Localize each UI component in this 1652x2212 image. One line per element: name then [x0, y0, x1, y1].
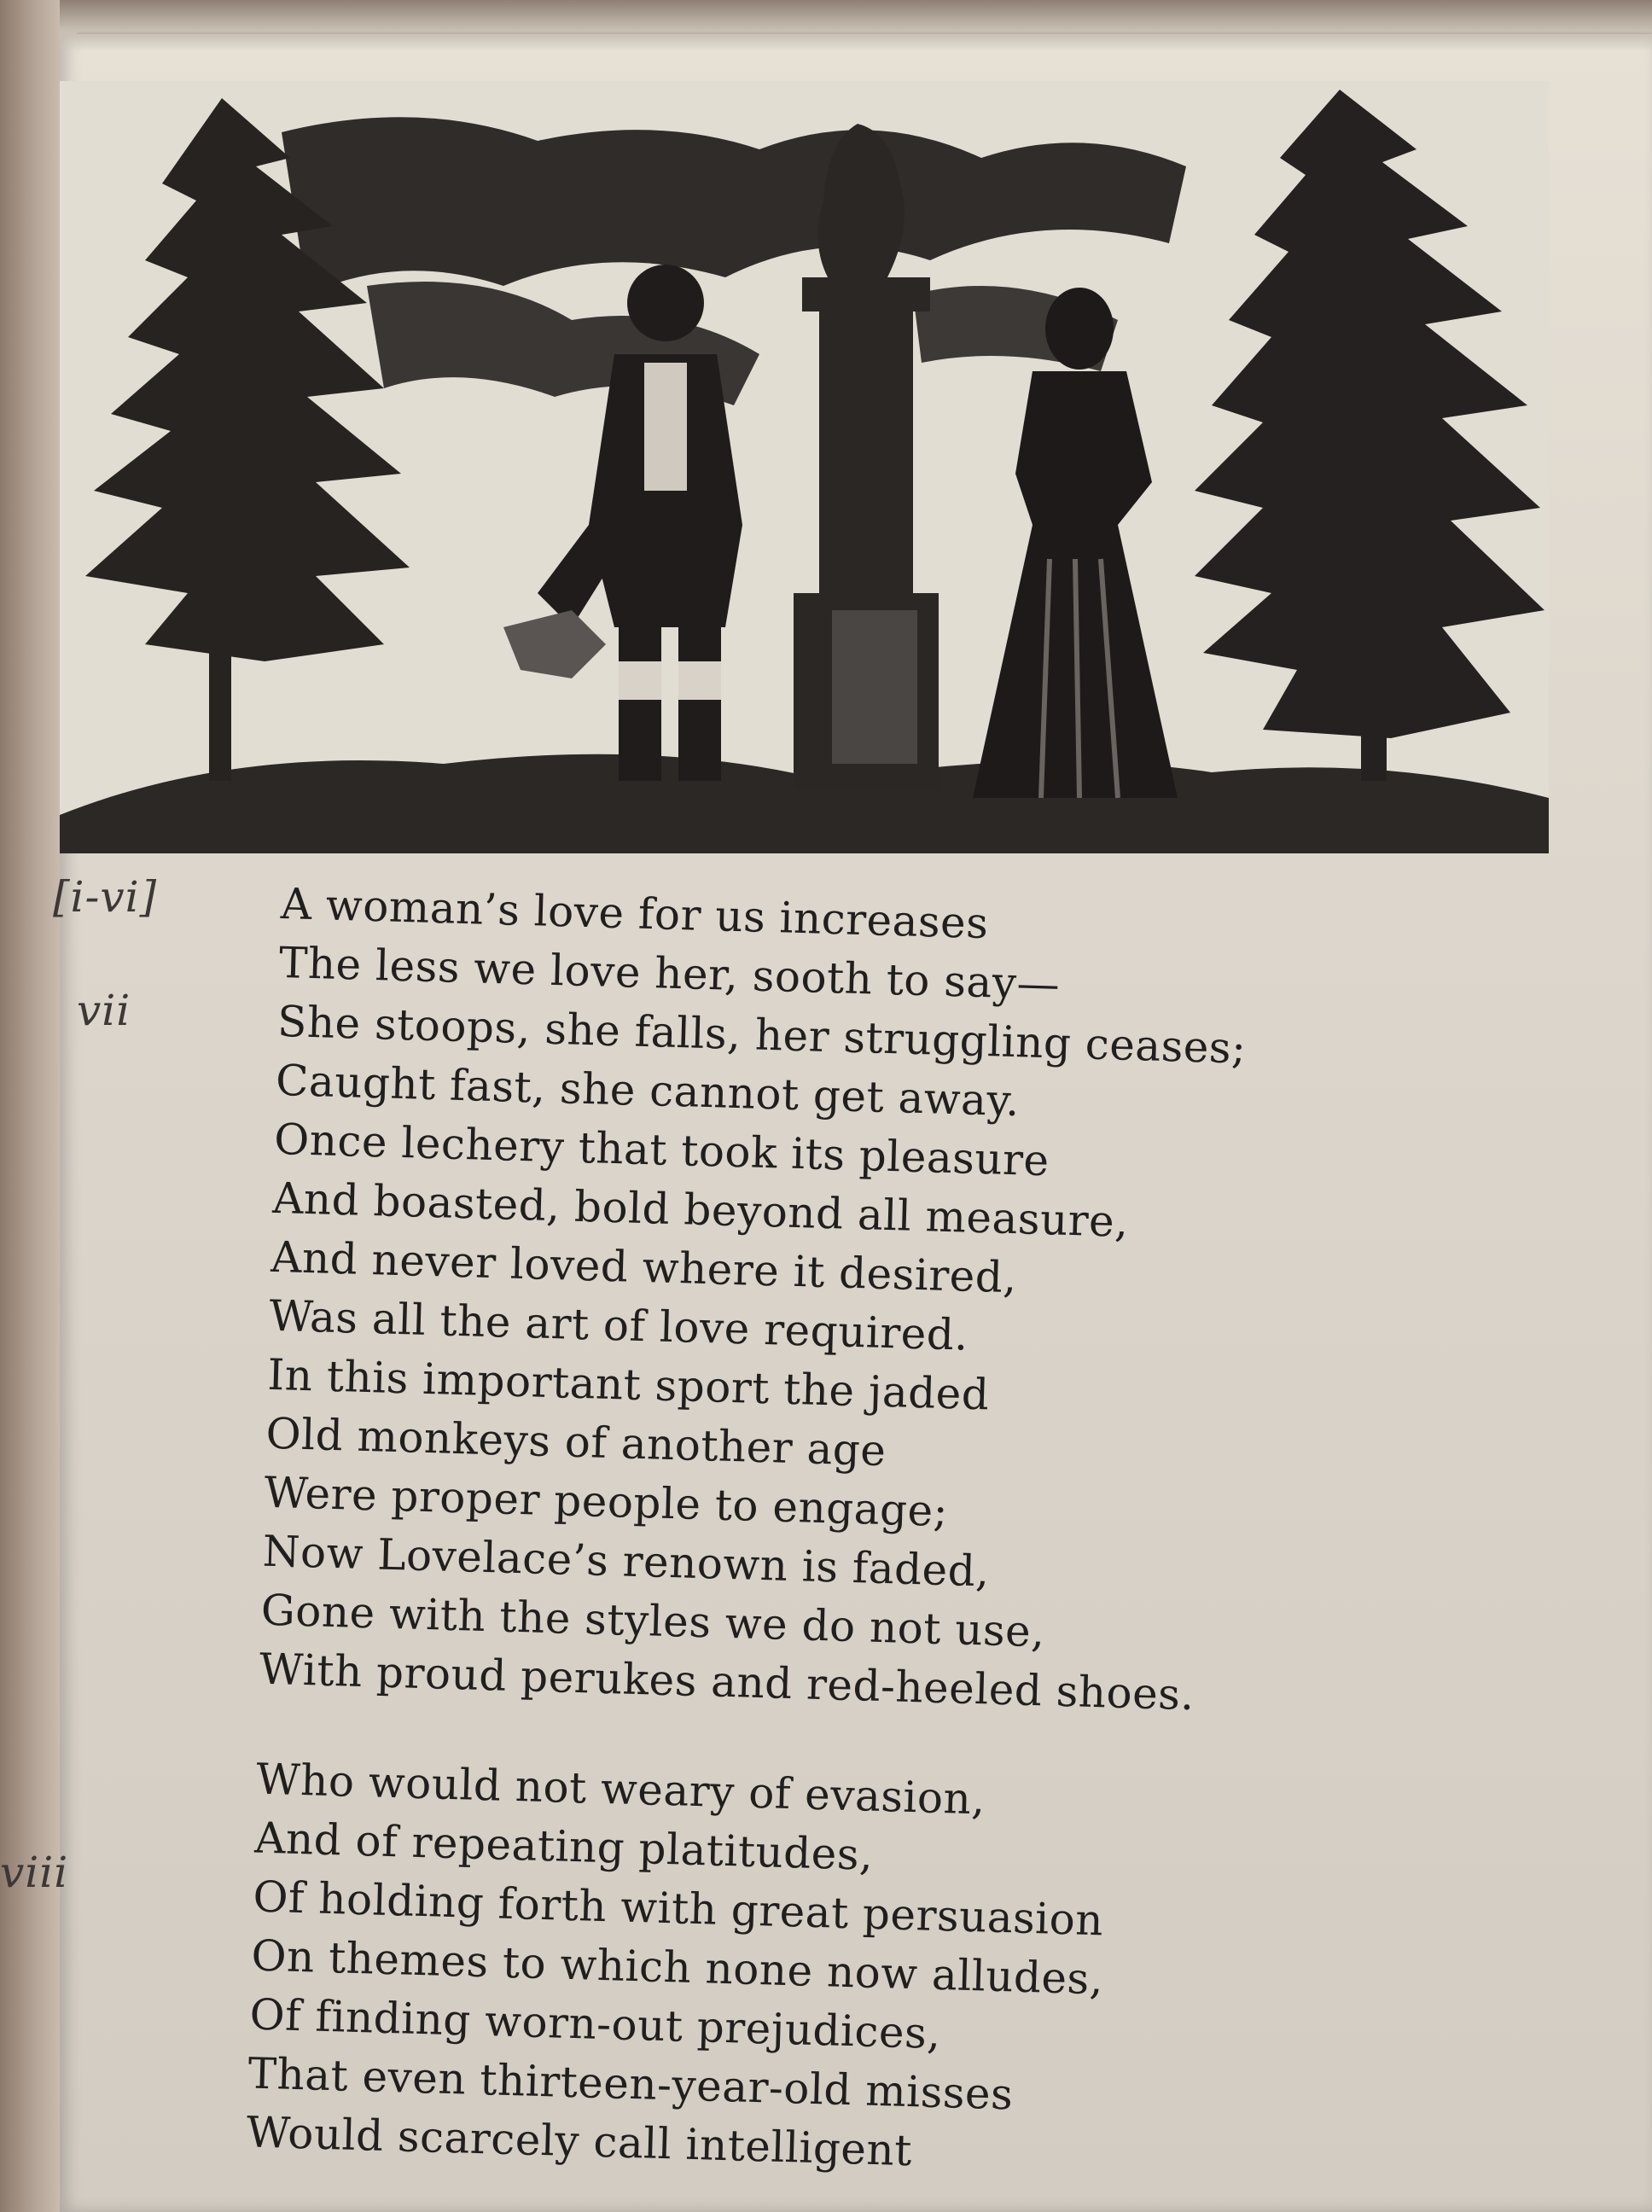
stanza: [246, 1750, 1494, 2197]
verse-line: Were proper people to engage;: [263, 1467, 949, 1537]
margin-note-stanza-range: [i-vi]: [53, 872, 158, 922]
verse-line: And boasted, bold beyond all measure,: [271, 1173, 1130, 1247]
verse-line: The less we love her, sooth to say—: [278, 937, 1061, 1010]
margin-note-stanza-vii: vii: [77, 986, 131, 1035]
verse-line: Once lechery that took its pleasure: [273, 1114, 1050, 1186]
verse-line: Of finding worn-out prejudices,: [248, 1989, 942, 2059]
verse-line: A woman’s love for us increases: [280, 878, 990, 949]
verse-line: Caught fast, she cannot get away.: [275, 1055, 1021, 1126]
verse-line: Now Lovelace’s renown is faded,: [262, 1526, 991, 1597]
verse-line: Of holding forth with great persuasion: [252, 1871, 1104, 1946]
verse-line: Would scarcely call intelligent: [246, 2107, 913, 2176]
verse-line: And never loved where it desired,: [270, 1231, 1018, 1303]
margin-note-stanza-viii: viii: [0, 1848, 69, 1897]
stanza: [259, 875, 1518, 1733]
verse-line: With proud perukes and red-heeled shoes.: [259, 1644, 1195, 1720]
verse-line: In this important sport the jaded: [266, 1349, 991, 1420]
verse-line: She stoops, she falls, her struggling ceases;: [276, 996, 1248, 1074]
poem-text: [246, 875, 1519, 2197]
verse-line: On themes to which none now alludes,: [250, 1930, 1104, 2005]
verse-line: That even thirteen-year-old misses: [247, 2048, 1015, 2120]
verse-line: Who would not weary of evasion,: [255, 1754, 986, 1825]
verse-line: Was all the art of love required.: [268, 1290, 969, 1360]
verse-line: And of repeating platitudes,: [253, 1813, 875, 1880]
verse-line: Gone with the styles we do not use,: [260, 1585, 1046, 1657]
verse-line: Old monkeys of another age: [265, 1408, 887, 1476]
woodcut-illustration: [60, 81, 1549, 853]
page-top-shadow: [60, 0, 1652, 51]
